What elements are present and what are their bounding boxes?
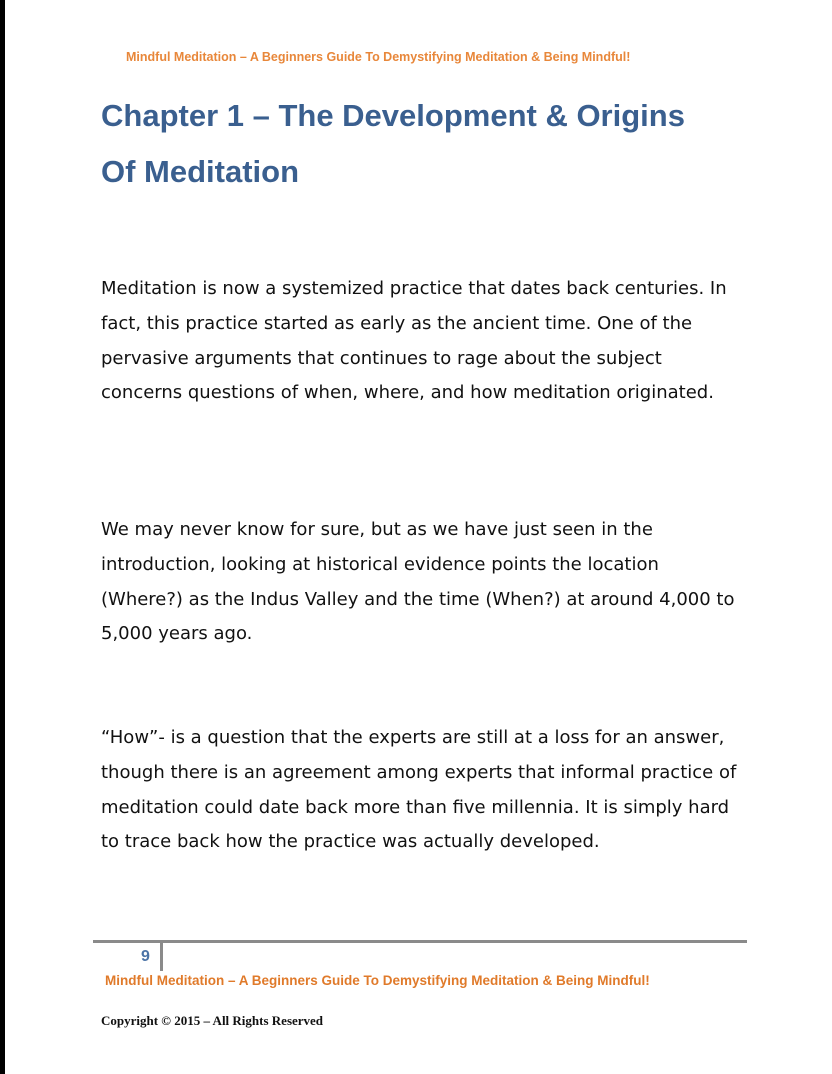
page-number: 9: [141, 948, 150, 965]
left-page-edge: [0, 0, 5, 1074]
footer-rule: [93, 940, 747, 943]
body-paragraph: “How”- is a question that the experts are still at a loss for an answer, though there is an agreement among experts that informal practice of meditation could date back more than five millennia. It is simply hard to trace back how the practice was actually developed.: [101, 727, 737, 853]
chapter-title: [101, 88, 761, 200]
copyright-notice: Copyright © 2015 – All Rights Reserved: [101, 1013, 324, 1028]
page-number-divider: [160, 943, 163, 971]
body-paragraph: We may never know for sure, but as we have just seen in the introduction, looking at historical evidence points the location (Where?) as the Indus Valley and the time (When?) at around 4,000 to 5,000 years ago.: [101, 519, 735, 645]
body-paragraph: Meditation is now a systemized practice that dates back centuries. In fact, this practice started as early as the ancient time. One of the pervasive arguments that continues to rage about the subject concerns questions of when, where, and how meditation originated.: [101, 278, 727, 404]
chapter-title-line-1: Chapter 1 – The Development & Origins: [101, 98, 685, 133]
running-header: Mindful Meditation – A Beginners Guide To Demystifying Meditation & Being Mindful!: [126, 50, 631, 64]
chapter-title-line-2: Of Meditation: [101, 154, 300, 189]
running-footer: Mindful Meditation – A Beginners Guide To Demystifying Meditation & Being Mindful!: [105, 973, 650, 988]
